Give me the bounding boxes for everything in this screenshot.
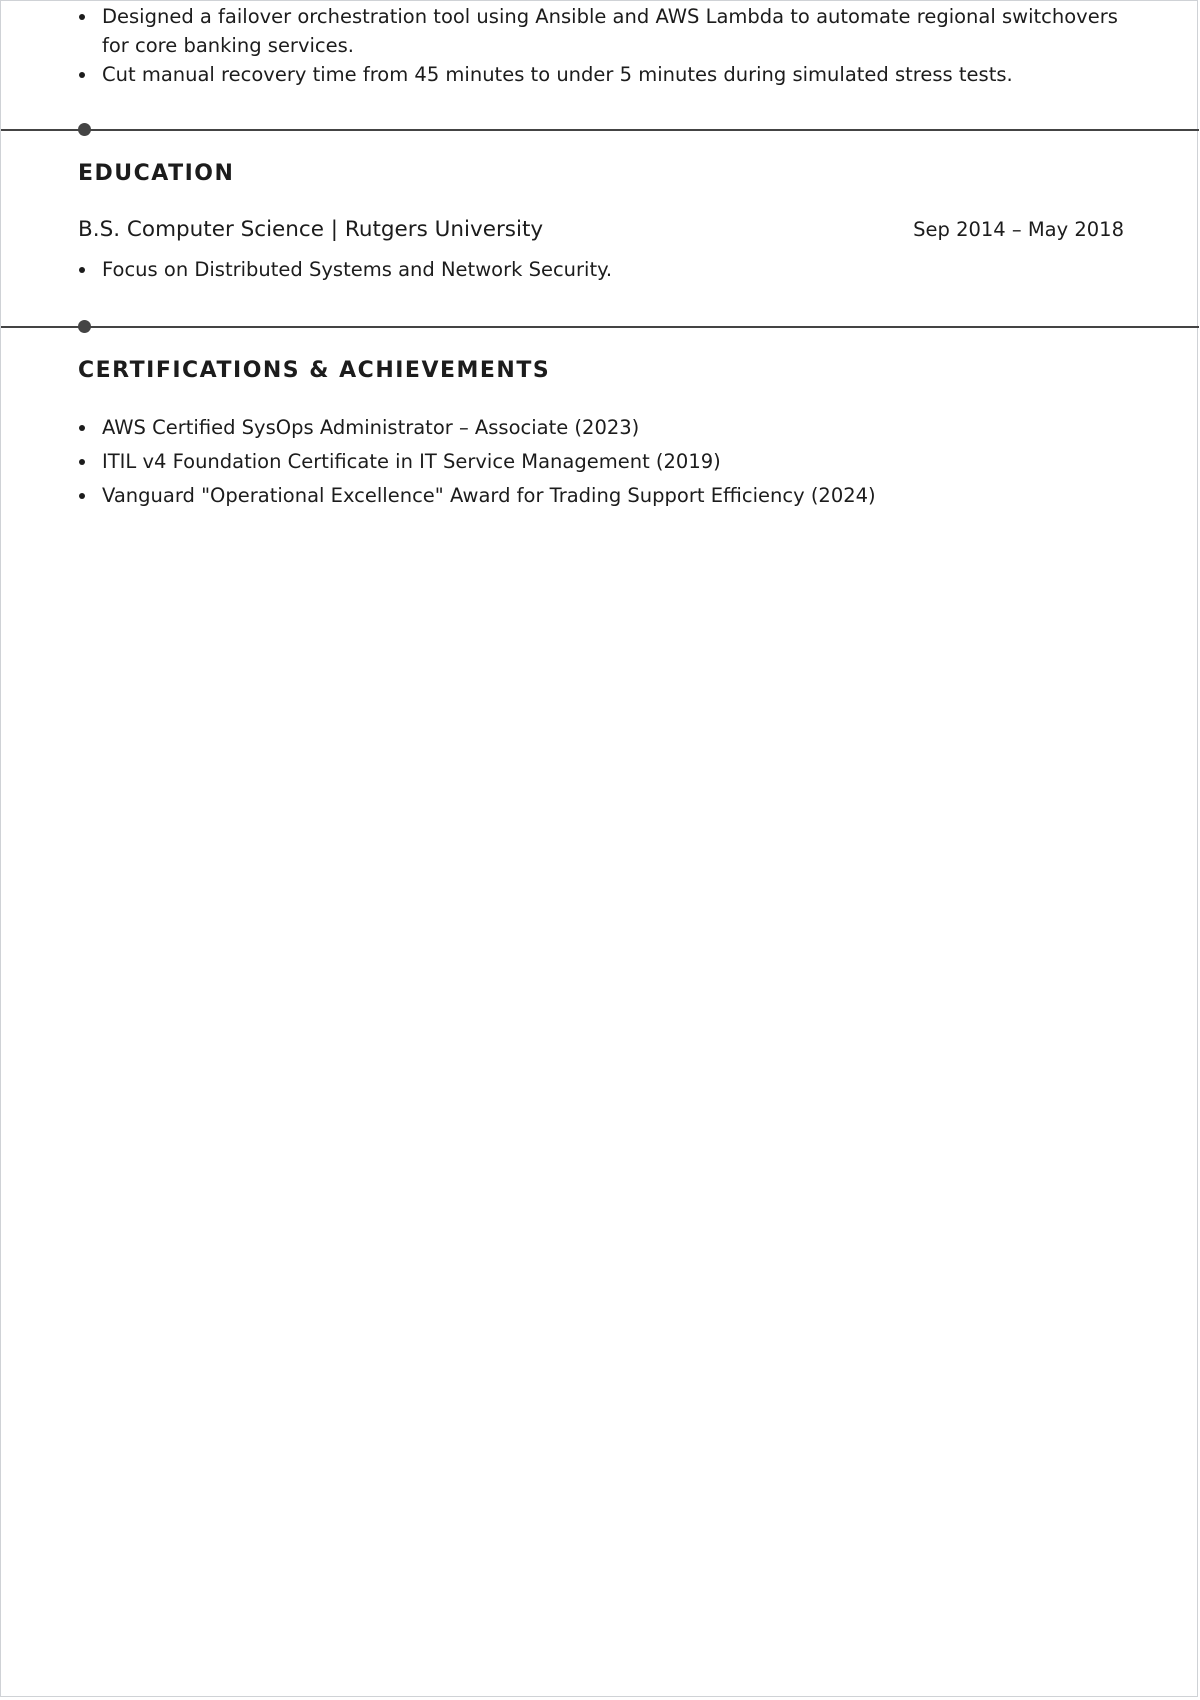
education-bullet: Focus on Distributed Systems and Network Security. — [1, 255, 1199, 284]
section-divider — [1, 326, 1199, 328]
divider-dot-icon — [78, 123, 91, 136]
experience-bullet-list — [1, 2, 1199, 89]
certifications-bullet-list — [1, 413, 1199, 510]
certification-item: Vanguard "Operational Excellence" Award for Trading Support Efficiency (2024) — [1, 481, 1199, 510]
education-dates: Sep 2014 – May 2018 — [913, 218, 1124, 241]
education-heading: EDUCATION — [78, 161, 235, 186]
experience-bullet: Cut manual recovery time from 45 minutes to under 5 minutes during simulated stress tests. — [1, 60, 1199, 89]
certification-item: ITIL v4 Foundation Certificate in IT Service Management (2019) — [1, 447, 1199, 476]
degree-title: B.S. Computer Science | Rutgers University — [78, 217, 544, 242]
certification-item: AWS Certified SysOps Administrator – Associate (2023) — [1, 413, 1199, 442]
education-entry — [78, 217, 1124, 242]
education-bullet-list — [1, 255, 1199, 284]
divider-dot-icon — [78, 320, 91, 333]
experience-bullet: Designed a failover orchestration tool using Ansible and AWS Lambda to automate regional switchovers for core banking services. — [1, 2, 1199, 60]
section-divider — [1, 129, 1199, 131]
certifications-heading: CERTIFICATIONS & ACHIEVEMENTS — [78, 358, 551, 383]
